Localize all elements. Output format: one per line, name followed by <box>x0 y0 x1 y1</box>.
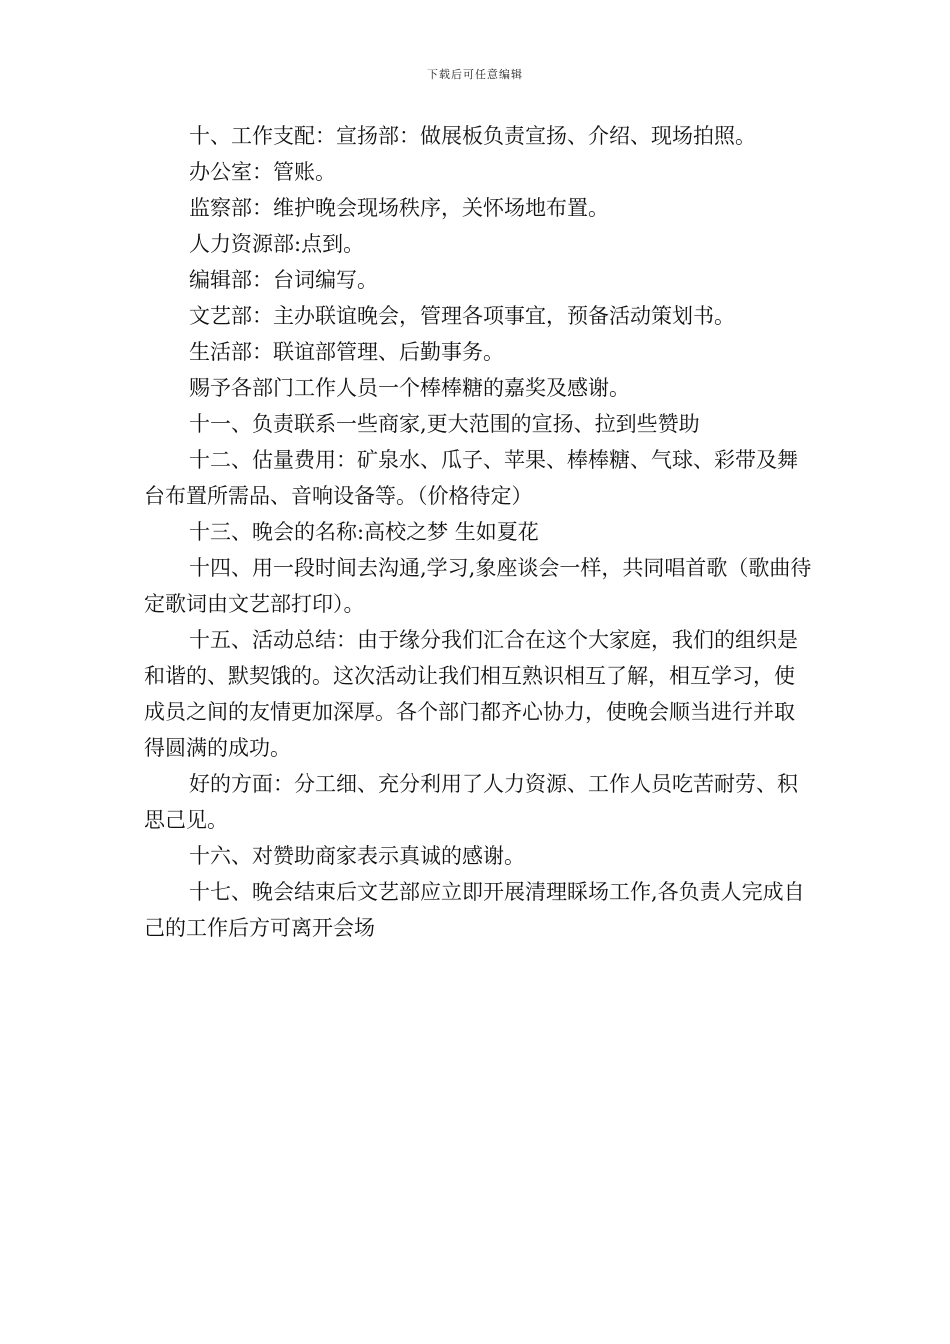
paragraph-thanks: 十六、对赞助商家表示真诚的感谢。 <box>189 844 525 868</box>
paragraph-positives: 好的方面：分工细、充分利用了人力资源、工作人员吃苦耐劳、积思己见。 <box>144 772 798 832</box>
paragraph-life: 生活部：联谊部管理、后勤事务。 <box>189 340 504 364</box>
paragraph-arts: 文艺部：主办联谊晚会，管理各项事宜，预备活动策划书。 <box>189 304 735 328</box>
paragraph-work-assignment: 十、工作支配：宣扬部：做展板负责宣扬、介绍、现场拍照。 <box>189 124 756 148</box>
paragraph-sponsors: 十一、负责联系一些商家,更大范围的宣扬、拉到些赞助 <box>189 412 700 436</box>
page-header: 下载后可任意编辑 <box>427 68 523 81</box>
paragraph-hr: 人力资源部:点到。 <box>189 232 365 256</box>
paragraph-supervision: 监察部：维护晚会现场秩序，关怀场地布置。 <box>189 196 609 220</box>
paragraph-budget: 十二、估量费用：矿泉水、瓜子、苹果、棒棒糖、气球、彩带及舞台布置所需品、音响设备等。（价格待定） <box>144 448 798 508</box>
document-body <box>144 118 814 946</box>
paragraph-communication: 十四、用一段时间去沟通,学习,象座谈会一样，共同唱首歌（歌曲待定歌词由文艺部打印）。 <box>144 556 812 616</box>
paragraph-event-name: 十三、晚会的名称:高校之梦 生如夏花 <box>189 520 539 544</box>
paragraph-reward: 赐予各部门工作人员一个棒棒糖的嘉奖及感谢。 <box>189 376 630 400</box>
paragraph-summary: 十五、活动总结：由于缘分我们汇合在这个大家庭，我们的组织是和谐的、默契饿的。这次活动让我们相互熟识相互了解，相互学习，使成员之间的友情更加深厚。各个部门都齐心协力，使晚会顺当进行并取得圆满的成功。 <box>144 628 798 760</box>
paragraph-editorial: 编辑部：台词编写。 <box>189 268 378 292</box>
paragraph-office: 办公室：管账。 <box>189 160 336 184</box>
paragraph-cleanup: 十七、晚会结束后文艺部应立即开展清理睬场工作,各负责人完成自己的工作后方可离开会场 <box>144 880 805 940</box>
